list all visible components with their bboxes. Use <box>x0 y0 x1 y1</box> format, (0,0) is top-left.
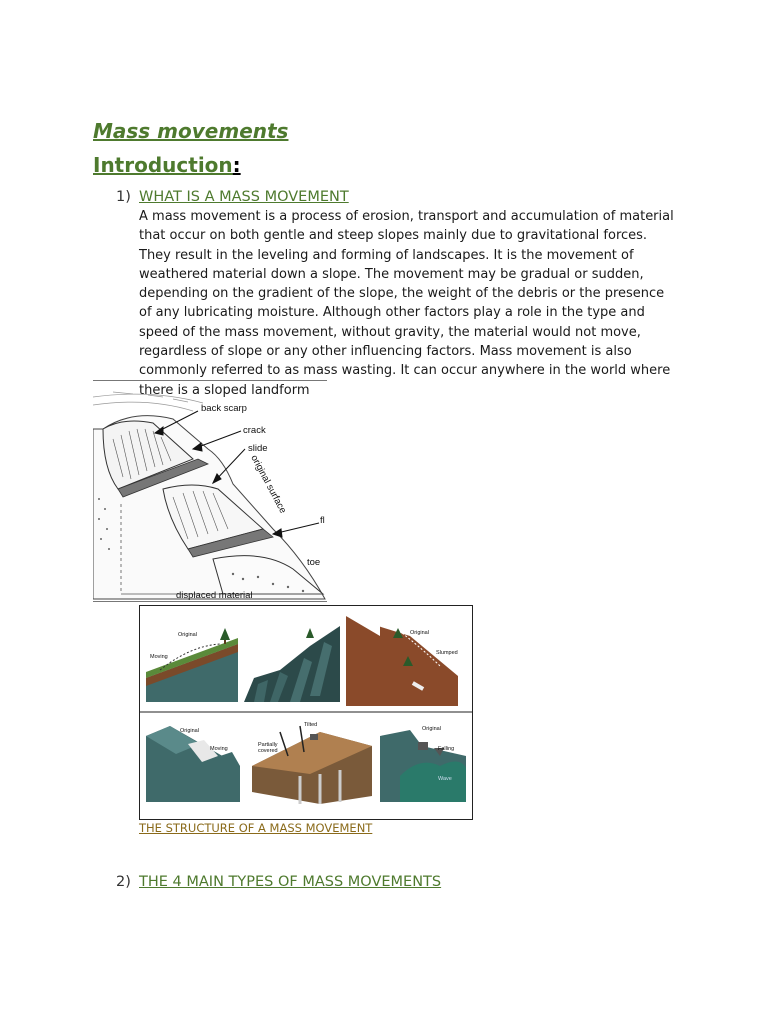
photo-label-covered: covered <box>258 748 278 754</box>
section-2-heading: THE 4 MAIN TYPES OF MASS MOVEMENTS <box>139 874 442 890</box>
mass-movement-types-illustration <box>140 606 472 819</box>
photo-label-falling: Falling <box>438 746 455 752</box>
section-1-number: 1) <box>116 189 131 205</box>
photo-label-original-1: Original <box>178 632 197 638</box>
slide-panel <box>146 726 240 802</box>
intro-heading-colon: : <box>232 153 241 177</box>
fall-panel <box>380 730 466 802</box>
slump-panel <box>346 616 458 706</box>
intro-heading <box>93 153 241 177</box>
label-back-scarp: back scarp <box>201 403 247 414</box>
label-slide: slide <box>248 443 268 454</box>
photo-label-wave: Wave <box>438 776 452 782</box>
label-crack: crack <box>243 425 266 436</box>
diagram-top-rule <box>93 380 327 381</box>
label-displaced-material: displaced material <box>176 590 253 601</box>
photo-label-partially: Partially <box>258 742 278 748</box>
section-1-heading: WHAT IS A MASS MOVEMENT <box>139 189 349 205</box>
creep-panel <box>146 628 238 702</box>
section-2-number: 2) <box>116 874 131 890</box>
rockfall-panel <box>242 614 342 706</box>
diagram-bottom-rule <box>93 601 327 602</box>
photo-label-original-3: Original <box>410 630 429 636</box>
photo-label-original-4: Original <box>180 728 199 734</box>
label-original-surface: original surface <box>248 453 289 516</box>
section-1-paragraph: A mass movement is a process of erosion, transport and accumulation of material that occur on both gentle and steep slopes mainly due to gravitational forces. They result in the leveling and forming of landscapes. It is the movement of weathered material down a slope. The movement may be gradual or sudden, depending on the gradient of the slope, the weight of the debris or the presence of any lubricating moisture. Although other factors play a role in the type and speed of the mass movement, without gravity, the material would not move, regardless of slope or any other influencing factors. Mass movement is also commonly referred to as mass wasting. It can occur anywhere in the world where there is a sloped landform <box>139 209 674 398</box>
photo-label-moving-4: Moving <box>210 746 228 752</box>
mass-movement-types-figure <box>139 605 473 820</box>
figure-caption[interactable]: THE STRUCTURE OF A MASS MOVEMENT <box>139 821 373 835</box>
label-toe: toe <box>307 557 321 568</box>
mass-movement-diagram <box>93 389 327 604</box>
photo-label-tilted: Tilted <box>304 722 318 728</box>
intro-heading-text: Introduction <box>93 153 233 177</box>
label-flow: fl <box>320 515 325 526</box>
subsidence-panel <box>252 726 372 804</box>
photo-label-original-6: Original <box>422 726 441 732</box>
document-title: Mass movements <box>93 119 289 143</box>
photo-label-moving-1: Moving <box>150 654 168 660</box>
photo-label-slumped: Slumped <box>436 650 458 656</box>
